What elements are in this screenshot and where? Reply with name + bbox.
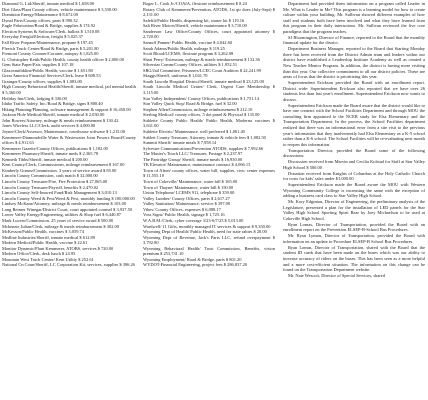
expenditure-entry: Boger L. Cook Jr./COAIA, flexirate reimbursement $ 8.24 [143, 1, 247, 6]
minutes-paragraph: Superintendent Erickson made the Board aware the MOU with Western Wyoming Community College is increasing the same with the exception of adding a business card class to Star Valley High School. [283, 182, 425, 199]
expenditure-entry: Lincoln County Self-Insured Fund/Risk Management $ 3,010.13 [2, 190, 117, 196]
minutes-paragraph: Mr. Nate Wescott, Director of Special Services, shared [288, 273, 385, 279]
expenditure-entry: WYDOT-Financial Engineering, project fees $ 286,837.20 [143, 262, 248, 268]
expenditure-entry: Skaggs/Sheriff, uniforms $ 1,041.70 [143, 73, 208, 79]
minutes-paragraph: Transportation Director, provided the Board some of the following discussions: [283, 147, 425, 159]
expenditure-entry: Town of Thayne/ Maintenance, water bill $ 150.00 [143, 184, 234, 190]
expenditure-entry: Grainger/County offices, supplies $ 1,083.00 [2, 78, 82, 84]
expenditure-entry: Silverstar Comm/County Offices, utilities $ 1,952.51 [143, 62, 238, 68]
expenditure-entry: John Bowers/Attorney, mileage & meals reimbursement $ 130.42 [2, 117, 119, 123]
minutes-paragraph: Ryan Lomas, Director of Transportation, provided the Board with an enrollment report on the Prevention ELSEP-B-School Bus Procedures. [283, 221, 425, 233]
expenditure-entry: W.A.R.M./Clerk, cyber coverage 3/23-6/7/23 $ 5,013.00 [143, 217, 244, 223]
expenditure-entry: Modern Medical/Public Health, vaccine $ 22.61 [2, 240, 88, 246]
expenditure-entry: Sanderson Law Office/County Offices, court appointed attorney $ 2,720.00 [143, 28, 275, 40]
expenditure-entry: Mckenzie Julian/Clerk, mileage & meals reimbursement $ 302.00 [2, 223, 119, 229]
expenditure-entry: Kenneth Tibbs/Sheriff, inmate medical $ 200.00 [2, 156, 88, 162]
expenditure-entry: Monitor Dynamic/Plant Kemmerer, ATOBS, services $ 720.00 [2, 245, 114, 251]
expenditure-entry: Voss Signs/ Public Health, signage $ 1,725.16 [143, 212, 225, 218]
expenditure-entry: Fall River Propane/Maintenance, propane $ 197.45 [2, 39, 93, 45]
minutes-paragraph: Mr. Ryan Lyman, Director of Transportation, provided the Board with information on an update to Procedure ELSEP-B School Bus Procedures. [283, 233, 425, 244]
expenditure-entry: Idaho Traffic Safety, Inc./Road & Bridge, signs $ 800.40 [2, 101, 103, 107]
expenditure-entry: Holiday Inn/Clerk, lodging $ 336.00 [2, 95, 67, 101]
expenditure-entry: National Cn Coun/Sheriff, LC Corporation Kit, services, supplies $ 396.26 [2, 262, 135, 268]
minutes-paragraph: Ryan Lomas, Director of Transportation, shared with the Board that the student ID cards that have been made on the buses which was our ability to increase accuracy of riders on the buses. This has been seen as a more helpful and a more cost-efficient situation. The information on this change can be found on the Transportation Department website. [283, 244, 425, 273]
expenditure-entry: Kimberly Gomez/Commission, 3 years of service award $ 85.00 [2, 167, 117, 173]
expenditure-entry: Rotary Club of Kemmerer/Prevention, ATODS, 1st qtr dues (July-Sept) $ 2,131.00 [143, 6, 275, 18]
minutes-paragraph: Superintendent Erickson provided the Board with an enrollment report. District wide: Superintendent Erickson also reported that we have over 26 students less than last year's enrollment. Superintendent Erickson now wants to discuss. [283, 80, 425, 102]
expenditure-entry: Wardwell/ 11 Gifts, monthly managed IT services & support $ 9,350.00 [143, 223, 271, 229]
expenditure-entry: Safelift/Public Health, dispensing kit, starter kit $ 119.16 [143, 17, 245, 23]
expenditure-entry: Sarnoff Panner/ Public Health, vaccine $ 4,042.60 [143, 39, 233, 45]
expenditure-entry: Town of Cokeville/ Maintenance, water bill $ 165.00 [143, 179, 238, 184]
expenditure-entry: Town of Afton/ county offices, water bill, supplies, civic center expenses $ 11,555.10 [143, 167, 275, 179]
expenditure-entry: Star Valley Quick Stop/ Road & Bridge, fuel $ 32.00 [143, 101, 237, 107]
expenditure-entry: Stephen Allen/Commission, mileage reimbursement $ 212.10 [143, 106, 253, 112]
expenditure-entry: SRG/Jail Committee, Prisoners/LCEC Court Auditors $ 22,241.99 [143, 67, 261, 73]
expenditure-entry: Star Valley Independent/ County Offices, publications $ 1,751.14 [143, 95, 259, 101]
minutes-paragraph: Discussion received from Marvin and Cecilia Kolstad for Staff at Star Valley High School $ 500.00 [283, 159, 425, 170]
expenditure-entry: Valley Sanitation/ Maintenance, service $ 397.00 [143, 201, 231, 207]
expenditure-entry: Kemmerer Gazette/County Offices, publications $ 1,182.00 [2, 145, 108, 151]
expenditure-entry: Lincoln County Weed & Pest/Weed & Pest, monthly funding $ 100,000.00 [2, 195, 135, 201]
expenditure-entry: The Partridge Group/ Sheriff, inmate meals $ 16,930.00 [143, 156, 243, 162]
expenditure-entry: Wyoming Employment/ Road & Bridge, parts $ 801.20 [143, 256, 242, 262]
minutes-paragraph: Department had provided them information on a program called Leader in Me. What is Leader in Me? This program is a learning model for how to create culture within your building. Mr. Sullivan showed different examples of how staff and students both have been involved and what they have learned from this program in their daily interactions. Mr. Sullivan reviewed the five core paradigms that the program teaches. [283, 1, 425, 34]
minutes-paragraph: Mr. Kory Edginton, Director of Engineering, the preliminary analysis of the Legislature, presented a plan for the installation of LED panels for the Star Valley High School Sporting Spirit Bear by Joey Michaelson to be used at Cokeville High School. [283, 199, 425, 221]
expenditure-entry: Hiking Planning/Planning, software management & support $ 16,450.00 [2, 106, 131, 112]
expenditure-entry: Jackson Hole Medical/Sheriff, inmate medical $ 2,030.00 [2, 112, 105, 118]
expenditure-entry: Wyoming Dept of Revenue, Jack's Parts LLC, refund overpayment $ 3,792.80 [143, 234, 275, 246]
expenditure-entry: Fleetch Truck Center/Road & Bridge, parts $ 5,201.80 [2, 45, 99, 51]
expenditure-entry: Dominion Energy/Maintenance $ 8,672.00 [2, 12, 78, 18]
expenditure-entry: Jones Wireless LLC/Clerk, audit services $ 4,000.00 [2, 123, 96, 129]
expenditure-entry: Union Telephone/ LCEMS 911, telephone $ 359.00 [143, 190, 235, 196]
expenditure-entry: Medline Industries/Sheriff, inmate medical $ 612.89 [2, 234, 95, 240]
expenditure-entry: Joyner/Clerk/Assessor, Maintenance, courthouse software $ 1,215.00 [2, 128, 125, 134]
expenditure-entry: McKesson/Public Health, vaccines $ 3,059.74 [2, 229, 84, 235]
expenditure-entry: Wyoming Dept of Health/ Public Health, need for state rabies $ 20.00 [143, 229, 267, 235]
expenditure-entry: Diamond G. Ltd/Sheriff, inmate medical $ 1,658.00 [2, 1, 95, 6]
minutes-paragraph: Department Business Manager, reported to the Board that Starting Monday there has been received from the District Admin team and leaders within our district have established a Leadership Institute Academy as well as created a New Teacher Mentor Program. In addition, the district is having more visiting than this year. Our collective commitment to all our district policies. These are areas of focus that the district is prioritizing this year. [283, 46, 425, 80]
expenditure-entry: Shari Perry/ Extension, mileage & meals reimbursement $ 132.36 [143, 56, 260, 62]
expenditure-entry: South Lincoln Hospital District/Sheriff, inmate medical $ 23,125.00 [143, 78, 264, 84]
expenditure-entry: High Country Behavioral Health/Sheriff, inmate medical, jail mental health $ 5,360.00 [2, 84, 136, 95]
expenditure-entry: Vibes/ County Offices, expenses $ 6,088.17 [143, 206, 221, 212]
expenditure-entry: TK Elevator/ Maintenance, maintenance contract $ 4,066.13 [143, 162, 251, 168]
expenditure-entry: Summit Sheriff/ inmate meals $ 7,958.14 [143, 140, 217, 146]
expenditure-entry: South Lincoln Medical Center/ Clerk, Urgent Care Membership $ 3,115.00 [143, 84, 275, 95]
minutes-paragraph: Superintendent Erickson made the Board aware that the district would like to have one contract with the School Facilities Department and through MOU the consulting firm appointed to the NCEB study for Elsa Elementary and the Transportation Department. In the process, the School Facilities department realized that there was an informational error from a site visit to the previous year's information that they inadvertently had Elsa Elementary as a K-5 school rather than a K-6 school. The School Facilities will be re-evaluating next month to reopen this information. [283, 102, 425, 147]
expenditure-entry: Diet Glass/Plant County offices, vehicle maintenance $ 3,530.00 [2, 6, 117, 12]
expenditure-entry: Sylvestre Communications/Prevention ATODS, supplies $ 7,992.66 [143, 145, 264, 151]
expenditure-entry: Wyoming Behavioral Health/ Trust Commission, Benefits, vision premium $ 253,731.10 [143, 245, 275, 257]
column-board-minutes [278, 0, 428, 400]
expenditure-entry: Sublette Electric/ Maintenance, well preferred $ 1,061.40 [143, 128, 245, 134]
expenditure-entry: Sublett County Treasurer, Attorney, inmate & vehicle fees $ 1,082.50 [143, 134, 266, 140]
column-expenditures-left [0, 0, 139, 400]
expenditure-entry: Lower Valley Energy/Engineering, utilities & Shop fuel $ 6,440.87 [2, 212, 122, 218]
expenditure-entry: The Master's Touch LLC/ Treasurer, Postage $ 2,237.97 [143, 151, 243, 157]
expenditure-entry: Great America Financial Services/Clerk, lease $ 608.53 [2, 73, 101, 79]
expenditure-entry: G. Christopher Keith/Public Health, county health officer $ 2,000.00 [2, 56, 124, 62]
expenditure-entry: Mountain West Truck Center/ Kent Utility $ 252.61 [2, 256, 94, 262]
expenditure-entry: Lincoln County Treasurer/Fire, Fire Protection $ 27,065.00 [2, 179, 108, 184]
expenditure-entry: Valley Lumber/ County Offices, parts $ 2,617.27 [143, 195, 230, 201]
expenditure-entry: Lincoln County Treasurer/Payroll, benefits $ 2,470.02 [2, 184, 99, 190]
expenditure-entry: Kemmerer Pharmacy/Sheriff, inmate meds $ 2,365.78 [2, 151, 99, 157]
expenditure-entry: Salt River Motors/Sheriff, vehicle maintenance $ 3,710.00 [143, 23, 247, 29]
expenditure-entry: Eagle Fabrication/Road & Bridge, supplies $ 174.92 [2, 23, 96, 29]
minutes-paragraph: Donation received from Knights of Columbus at the Holy Catholic Church for costs for kids' sales under $1,000.00 [283, 170, 425, 182]
expenditure-entry: Scott Blood/LCEMS, flexirate program $ 3,262.08 [143, 51, 234, 57]
expenditure-entry: Fremont County Coroner/Coroner, autopsy $ 1,825.00 [2, 51, 99, 57]
expenditure-entry: Lindsey McKane/Attorney, mileage & meals reimbursement $ 103.00 [2, 201, 127, 207]
expenditure-entry: Election Systems & Software/Clerk, ballots $ 1,510.08 [2, 28, 100, 34]
expenditure-entry: Modern Office/Clerk, desk lunch $ 24.95 [2, 251, 76, 257]
expenditure-entry: Sterling Medical/ county offices, 5 dot panel & Physical $ 135.00 [143, 112, 260, 118]
expenditure-entry: Sarah Adams/Public Health, mileage $ 119.25 [143, 45, 225, 51]
expenditure-entry: Dynal Parts/County offices, parts $ 990.32 [2, 17, 78, 23]
expenditure-entry: Mark Lucero/Commission, 25 years of service award $ 500.00 [2, 217, 114, 223]
column-expenditures-middle [139, 0, 278, 400]
expenditure-entry: Lincoln County Commission, cash match $ 32,000.00 [2, 173, 98, 179]
expenditure-entry: Sublette County Public Health/ Public Health, Moderna vaccines $ 3,631.00 [143, 117, 275, 129]
expenditure-entry: Everyday Freight/Election, freight $ 5,025.37 [2, 34, 83, 40]
expenditure-entry: Kent County/Clerk, Commissioner, mileage reimbursement $ 167.00 [2, 162, 125, 168]
expenditure-entry: Glaxosmithkline/Public Health, vaccine $ 1,651.80 [2, 67, 93, 73]
expenditure-entry: Kemmerer-Diamondville Water & Wastewater Joint Powers Board/County offices $ 4,911.63 [2, 134, 136, 146]
expenditure-entry: Long Reimer Winegar/District Court, court appointed counsel $ 3,937.50 [2, 206, 133, 212]
minutes-paragraph: SJ Bloomington, Director of Finance, reported to the Board that the monthly financial update for the district. [283, 34, 425, 46]
expenditure-entry: Gem State Paper/Fair, supplies $ 107.18 [2, 62, 74, 68]
